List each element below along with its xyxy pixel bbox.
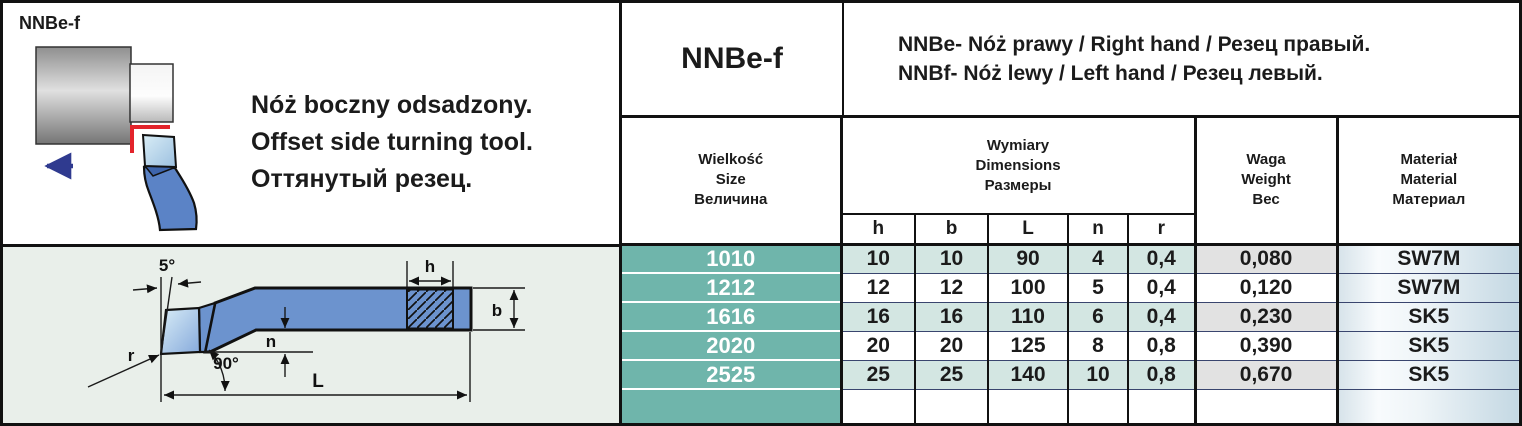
table-row: 1010 10 10 90 4 0,4 0,080 SW7M	[622, 244, 1519, 273]
workpiece	[130, 64, 173, 122]
tool-face	[143, 135, 176, 167]
size-cell: 2020	[622, 331, 841, 360]
size-cell: 2525	[622, 360, 841, 389]
size-cell	[622, 389, 841, 423]
workpiece-chuck	[36, 47, 131, 144]
table-row-empty	[622, 389, 1519, 423]
size-cell: 1010	[622, 244, 841, 273]
size-cell: 1616	[622, 302, 841, 331]
material-column-header: Materiał Material Материал	[1337, 118, 1519, 244]
radius-label: r	[127, 346, 135, 365]
length-label: L	[312, 371, 324, 392]
variant-right-hand: NNBe- Nóż prawy / Right hand / Резец правый.	[898, 33, 1371, 56]
variant-left-hand: NNBf- Nóż lewy / Left hand / Резец левый.	[898, 62, 1323, 85]
table-row: 2020 20 20 125 8 0,8 0,390 SK5	[622, 331, 1519, 360]
width-label: b	[491, 301, 503, 320]
table-row: 1212 12 12 100 5 0,4 0,120 SW7M	[622, 273, 1519, 302]
col-header-r: r	[1128, 214, 1195, 244]
description-line-en: Offset side turning tool.	[251, 128, 533, 156]
spec-table-wrap	[622, 118, 1519, 423]
description-line-ru: Оттянутый резец.	[251, 165, 473, 193]
spec-table	[622, 118, 1519, 423]
tool-code-header: NNBe-f	[622, 3, 844, 118]
tool-code-corner-label: NNBe-f	[19, 13, 80, 33]
section-hatch	[407, 290, 453, 329]
size-column-header: Wielkość Size Величина	[622, 118, 841, 244]
illustration-panel	[3, 3, 622, 247]
corner-angle-label: 90°	[213, 354, 239, 373]
radius-leader	[88, 355, 159, 387]
technical-drawing-panel	[3, 247, 622, 426]
variants-header	[844, 3, 1522, 118]
tool-shank	[144, 167, 197, 230]
col-header-b: b	[915, 214, 988, 244]
table-row: 2525 25 25 140 10 0,8 0,670 SK5	[622, 360, 1519, 389]
size-cell: 1212	[622, 273, 841, 302]
height-label: h	[424, 257, 436, 276]
tool-description	[251, 87, 533, 198]
offset-label: n	[265, 332, 277, 351]
weight-column-header: Waga Weight Вес	[1195, 118, 1337, 244]
clearance-angle-label: 5°	[158, 256, 176, 275]
table-row: 1616 16 16 110 6 0,4 0,230 SK5	[622, 302, 1519, 331]
dimensions-group-header: Wymiary Dimensions Размеры	[841, 118, 1195, 214]
description-line-pl: Nóż boczny odsadzony.	[251, 91, 533, 119]
dimension-drawing	[3, 247, 619, 423]
col-header-L: L	[988, 214, 1068, 244]
col-header-h: h	[841, 214, 915, 244]
col-header-n: n	[1068, 214, 1128, 244]
